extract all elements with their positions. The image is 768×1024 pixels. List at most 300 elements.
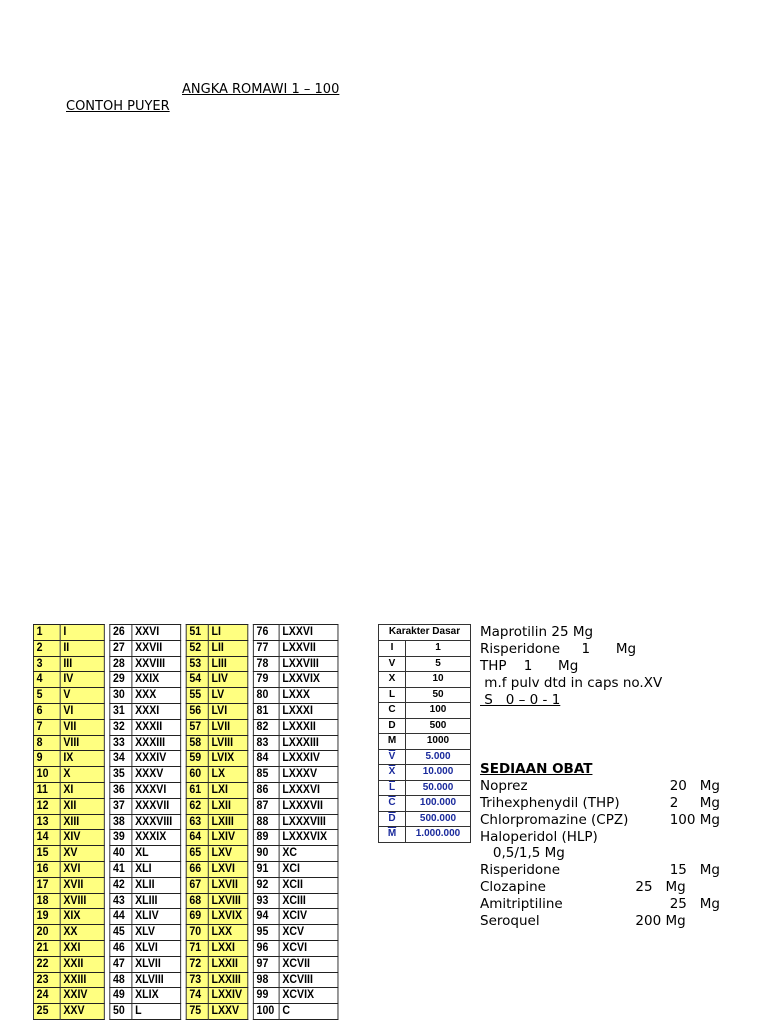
roman-numeral-cell: XXV [60,1004,104,1020]
table-row [33,925,338,941]
roman-numeral-cell: XLIX [132,988,181,1004]
arabic-number-cell: 79 [253,672,279,688]
roman-numeral-cell: XLVIII [132,972,181,988]
roman-numeral-cell: XCII [279,877,338,893]
roman-numeral-cell: LXXVI [279,625,338,641]
arabic-number-cell: 26 [110,625,132,641]
table-row [33,688,338,704]
roman-numeral-cell: LXV [208,846,248,862]
arabic-number-cell: 44 [110,909,132,925]
roman-symbol-cell: $\overline{V}$ [379,749,406,765]
roman-numeral-cell: C [279,1004,338,1020]
roman-numeral-cell: XCVIX [279,988,338,1004]
table-row [33,767,338,783]
symbol-value-cell: 10 [406,672,471,688]
arabic-number-cell: 93 [253,893,279,909]
table-row [379,811,471,827]
table-row [33,672,338,688]
arabic-number-cell: 68 [186,893,208,909]
arabic-number-cell: 69 [186,909,208,925]
table-row [33,798,338,814]
arabic-number-cell: 88 [253,814,279,830]
roman-numeral-cell: XXXI [132,703,181,719]
arabic-number-cell: 81 [253,703,279,719]
table-row [33,909,338,925]
roman-numeral-cell: LXXVIII [279,656,338,672]
list-item [480,845,720,862]
roman-numeral-cell: V [60,688,104,704]
arabic-number-cell: 56 [186,703,208,719]
table-row [33,656,338,672]
arabic-number-cell: 60 [186,767,208,783]
symbol-value-cell: 50 [406,687,471,703]
roman-numeral-cell: II [60,640,104,656]
roman-numeral-cell: XCV [279,925,338,941]
arabic-number-cell: 47 [110,956,132,972]
roman-numeral-cell: IX [60,751,104,767]
drug-dose: 20 Mg [669,777,720,794]
drug-dose: 100 Mg [669,811,720,828]
list-item [480,829,720,846]
roman-numeral-cell: XXIX [132,672,181,688]
arabic-number-cell: 11 [33,782,60,798]
arabic-number-cell: 59 [186,751,208,767]
table-row [33,861,338,877]
roman-symbol-cell: D [379,718,406,734]
arabic-number-cell: 91 [253,861,279,877]
rx-line: THP 1 Mg [480,658,579,674]
roman-numeral-cell: VII [60,719,104,735]
arabic-number-cell: 34 [110,751,132,767]
arabic-number-cell: 39 [110,830,132,846]
roman-numeral-cell: VIII [60,735,104,751]
roman-numeral-cell: VI [60,703,104,719]
table-row [33,703,338,719]
roman-numeral-cell: XXVIII [132,656,181,672]
roman-numeral-cell: LXVI [208,861,248,877]
roman-symbol-cell: L [379,687,406,703]
table-row [33,1004,338,1020]
roman-numeral-cell: XC [279,846,338,862]
symbol-value-cell: 100.000 [406,796,471,812]
arabic-number-cell: 85 [253,767,279,783]
symbol-value-cell: 10.000 [406,765,471,781]
arabic-number-cell: 18 [33,893,60,909]
roman-symbol-cell: X [379,672,406,688]
roman-symbol-cell: $\overline{M}$ [379,827,406,843]
roman-numeral-cell: LXXXII [279,719,338,735]
roman-symbol-cell: M [379,734,406,750]
arabic-number-cell: 5 [33,688,60,704]
arabic-number-cell: 70 [186,925,208,941]
table-row [33,751,338,767]
arabic-number-cell: 9 [33,751,60,767]
arabic-number-cell: 66 [186,861,208,877]
table-row [379,827,471,843]
arabic-number-cell: 1 [33,625,60,641]
roman-symbol-cell: V [379,656,406,672]
arabic-number-cell: 23 [33,972,60,988]
arabic-number-cell: 16 [33,861,60,877]
roman-numeral-cell: LXVII [208,877,248,893]
table-row [379,765,471,781]
roman-numeral-cell: XXXVI [132,782,181,798]
arabic-number-cell: 17 [33,877,60,893]
roman-symbol-cell: C [379,703,406,719]
symbol-value-cell: 5.000 [406,749,471,765]
symbol-value-cell: 1.000.000 [406,827,471,843]
drug-dose: 2 Mg [669,794,720,811]
roman-symbol-cell: $\overline{D}$ [379,811,406,827]
roman-numeral-cell: LX [208,767,248,783]
arabic-number-cell: 78 [253,656,279,672]
roman-numeral-cell: XCVII [279,956,338,972]
roman-numeral-cell: LIII [208,656,248,672]
roman-numeral-cell: XLII [132,877,181,893]
arabic-number-cell: 87 [253,798,279,814]
roman-numeral-cell: XXXVII [132,798,181,814]
roman-numeral-cell: XIII [60,814,104,830]
rx-line: m.f pulv dtd in caps no.XV [480,675,663,691]
arabic-number-cell: 24 [33,988,60,1004]
arabic-number-cell: 21 [33,940,60,956]
table-row [33,972,338,988]
roman-numeral-cell: LXXXV [279,767,338,783]
arabic-number-cell: 63 [186,814,208,830]
arabic-number-cell: 14 [33,830,60,846]
roman-numeral-cell: LXVIII [208,893,248,909]
symbol-value-cell: 1000 [406,734,471,750]
arabic-number-cell: 31 [110,703,132,719]
arabic-number-cell: 40 [110,846,132,862]
arabic-number-cell: 62 [186,798,208,814]
table-row [33,830,338,846]
arabic-number-cell: 42 [110,877,132,893]
roman-numeral-cell: XXII [60,956,104,972]
arabic-number-cell: 22 [33,956,60,972]
arabic-number-cell: 95 [253,925,279,941]
arabic-number-cell: 73 [186,972,208,988]
drug-dose: 25 Mg [669,896,720,913]
roman-numeral-cell: LXII [208,798,248,814]
arabic-number-cell: 48 [110,972,132,988]
drug-name: Chlorpromazine (CPZ) [480,811,629,828]
roman-numeral-cell: LXXV [208,1004,248,1020]
arabic-number-cell: 94 [253,909,279,925]
roman-numeral-cell: LXVIX [208,909,248,925]
arabic-number-cell: 80 [253,688,279,704]
arabic-number-cell: 8 [33,735,60,751]
roman-numeral-cell: XXXIII [132,735,181,751]
list-item [480,778,720,795]
roman-numeral-cell: LXIII [208,814,248,830]
roman-numeral-cell: LXXVII [279,640,338,656]
arabic-number-cell: 51 [186,625,208,641]
arabic-number-cell: 3 [33,656,60,672]
roman-numeral-cell: III [60,656,104,672]
roman-symbol-cell: $\overline{C}$ [379,796,406,812]
roman-numeral-cell: LXXXVI [279,782,338,798]
drug-name: 0,5/1,5 Mg [480,845,565,862]
arabic-number-cell: 97 [253,956,279,972]
arabic-number-cell: 92 [253,877,279,893]
arabic-number-cell: 49 [110,988,132,1004]
roman-numeral-cell: XXI [60,940,104,956]
arabic-number-cell: 84 [253,751,279,767]
table-row [379,749,471,765]
list-item [480,896,720,913]
arabic-number-cell: 37 [110,798,132,814]
table-row [33,625,338,641]
list-item [480,862,720,879]
table-row [33,640,338,656]
rx-line: Risperidone 1 Mg [480,641,637,657]
roman-numeral-cell: L [132,1004,181,1020]
arabic-number-cell: 15 [33,846,60,862]
arabic-number-cell: 25 [33,1004,60,1020]
table-row [379,780,471,796]
arabic-number-cell: 76 [253,625,279,641]
roman-numeral-cell: XXXIV [132,751,181,767]
roman-numeral-cell: LXXIV [208,988,248,1004]
arabic-number-cell: 36 [110,782,132,798]
table-row [379,718,471,734]
table-row [379,703,471,719]
arabic-number-cell: 46 [110,940,132,956]
karakter-dasar-header: Karakter Dasar [379,625,471,641]
roman-numeral-cell: I [60,625,104,641]
table-row [33,814,338,830]
roman-numeral-cell: LV [208,688,248,704]
drug-name: Risperidone [480,862,561,879]
roman-numeral-cell: XXVII [132,640,181,656]
table-row [379,672,471,688]
roman-numeral-table [33,624,338,1020]
arabic-number-cell: 74 [186,988,208,1004]
roman-symbol-cell: $\overline{X}$ [379,765,406,781]
sediaan-heading: SEDIAAN OBAT [480,761,593,777]
roman-numeral-cell: XI [60,782,104,798]
arabic-number-cell: 2 [33,640,60,656]
table-row [33,782,338,798]
roman-numeral-cell: LXXI [208,940,248,956]
arabic-number-cell: 43 [110,893,132,909]
rx-line: Maprotilin 25 Mg [480,624,594,640]
roman-numeral-cell: LXX [208,925,248,941]
roman-numeral-cell: XXVI [132,625,181,641]
rx-signa-text: S 0 – 0 - 1 [480,692,561,708]
karakter-dasar-table [378,624,471,843]
roman-numeral-cell: LXXX [279,688,338,704]
roman-numeral-cell: XVII [60,877,104,893]
arabic-number-cell: 57 [186,719,208,735]
roman-numeral-cell: XXIV [60,988,104,1004]
roman-numeral-cell: XVI [60,861,104,877]
table-row [33,940,338,956]
arabic-number-cell: 98 [253,972,279,988]
roman-numeral-cell: LXI [208,782,248,798]
arabic-number-cell: 20 [33,925,60,941]
arabic-number-cell: 12 [33,798,60,814]
drug-name: Haloperidol (HLP) [480,828,598,845]
table-row [33,988,338,1004]
roman-numeral-cell: LXXII [208,956,248,972]
roman-numeral-cell: LXXIII [208,972,248,988]
roman-numeral-cell: XCIV [279,909,338,925]
roman-symbol-cell: I [379,641,406,657]
drug-name: Trihexphenydil (THP) [480,794,620,811]
arabic-number-cell: 10 [33,767,60,783]
arabic-number-cell: 72 [186,956,208,972]
roman-numeral-cell: LVII [208,719,248,735]
arabic-number-cell: 58 [186,735,208,751]
arabic-number-cell: 50 [110,1004,132,1020]
arabic-number-cell: 99 [253,988,279,1004]
sediaan-obat-section [480,761,720,930]
symbol-value-cell: 500 [406,718,471,734]
roman-numeral-cell: IV [60,672,104,688]
arabic-number-cell: 67 [186,877,208,893]
list-item [480,913,720,930]
arabic-number-cell: 6 [33,703,60,719]
symbol-value-cell: 100 [406,703,471,719]
drug-dose: 200 Mg [635,913,720,930]
roman-numeral-cell: XLIII [132,893,181,909]
arabic-number-cell: 30 [110,688,132,704]
roman-numeral-cell: XX [60,925,104,941]
arabic-number-cell: 96 [253,940,279,956]
arabic-number-cell: 86 [253,782,279,798]
list-item [480,812,720,829]
symbol-value-cell: 1 [406,641,471,657]
drug-name: Amitriptiline [480,896,563,913]
roman-numeral-cell: LXXVIX [279,672,338,688]
table-row [379,796,471,812]
roman-numeral-cell: XLVII [132,956,181,972]
roman-numeral-cell: LVIII [208,735,248,751]
roman-numeral-cell: XII [60,798,104,814]
arabic-number-cell: 55 [186,688,208,704]
arabic-number-cell: 19 [33,909,60,925]
arabic-number-cell: 61 [186,782,208,798]
arabic-number-cell: 13 [33,814,60,830]
roman-numeral-cell: XCI [279,861,338,877]
symbol-value-cell: 5 [406,656,471,672]
table-row [33,735,338,751]
drug-name: Noprez [480,777,528,794]
drug-dose: 15 Mg [669,862,720,879]
rx-signa [480,692,662,709]
roman-numeral-cell: LVIX [208,751,248,767]
drug-dose: 25 Mg [635,879,720,896]
arabic-number-cell: 65 [186,846,208,862]
arabic-number-cell: 53 [186,656,208,672]
table-row [33,893,338,909]
roman-numeral-cell: XV [60,846,104,862]
list-item [480,879,720,896]
roman-numeral-cell: XIX [60,909,104,925]
arabic-number-cell: 41 [110,861,132,877]
arabic-number-cell: 32 [110,719,132,735]
arabic-number-cell: 29 [110,672,132,688]
arabic-number-cell: 89 [253,830,279,846]
roman-numeral-cell: XXXVIII [132,814,181,830]
roman-numeral-cell: LXXXVIX [279,830,338,846]
table-row [379,641,471,657]
arabic-number-cell: 28 [110,656,132,672]
roman-numeral-cell: LII [208,640,248,656]
arabic-number-cell: 77 [253,640,279,656]
arabic-number-cell: 54 [186,672,208,688]
roman-numeral-cell: LVI [208,703,248,719]
table-row [379,656,471,672]
table-row [33,956,338,972]
roman-numeral-cell: XLIV [132,909,181,925]
table-row [379,687,471,703]
roman-numeral-cell: XVIII [60,893,104,909]
roman-numeral-cell: XXXV [132,767,181,783]
roman-numeral-cell: XL [132,846,181,862]
roman-symbol-cell: $\overline{L}$ [379,780,406,796]
arabic-number-cell: 64 [186,830,208,846]
arabic-number-cell: 82 [253,719,279,735]
roman-numeral-cell: XXXIX [132,830,181,846]
roman-numeral-cell: XXXII [132,719,181,735]
table-row [379,734,471,750]
table-row [33,846,338,862]
roman-numeral-cell: XLI [132,861,181,877]
roman-numeral-cell: LXXXIII [279,735,338,751]
arabic-number-cell: 33 [110,735,132,751]
roman-numeral-cell: LXXXI [279,703,338,719]
page-subtitle: CONTOH PUYER [66,99,170,114]
arabic-number-cell: 100 [253,1004,279,1020]
arabic-number-cell: 38 [110,814,132,830]
arabic-number-cell: 35 [110,767,132,783]
roman-numeral-cell: XIV [60,830,104,846]
arabic-number-cell: 75 [186,1004,208,1020]
arabic-number-cell: 45 [110,925,132,941]
arabic-number-cell: 4 [33,672,60,688]
roman-numeral-cell: LI [208,625,248,641]
roman-numeral-cell: LXXXIV [279,751,338,767]
roman-numeral-cell: X [60,767,104,783]
symbol-value-cell: 500.000 [406,811,471,827]
roman-numeral-cell: XCVI [279,940,338,956]
list-item [480,795,720,812]
roman-numeral-cell: LIV [208,672,248,688]
drug-name: Seroquel [480,913,540,930]
page-title: ANGKA ROMAWI 1 – 100 [182,82,340,97]
roman-numeral-cell: XXX [132,688,181,704]
table-row [33,877,338,893]
roman-numeral-cell: XCIII [279,893,338,909]
roman-numeral-cell: XXIII [60,972,104,988]
arabic-number-cell: 7 [33,719,60,735]
arabic-number-cell: 71 [186,940,208,956]
roman-numeral-cell: LXIV [208,830,248,846]
arabic-number-cell: 83 [253,735,279,751]
puyer-example [480,624,662,709]
roman-numeral-cell: XCVIII [279,972,338,988]
table-row [33,719,338,735]
symbol-value-cell: 50.000 [406,780,471,796]
roman-numeral-cell: XLV [132,925,181,941]
roman-numeral-cell: LXXXVII [279,798,338,814]
arabic-number-cell: 90 [253,846,279,862]
roman-numeral-cell: XLVI [132,940,181,956]
arabic-number-cell: 27 [110,640,132,656]
